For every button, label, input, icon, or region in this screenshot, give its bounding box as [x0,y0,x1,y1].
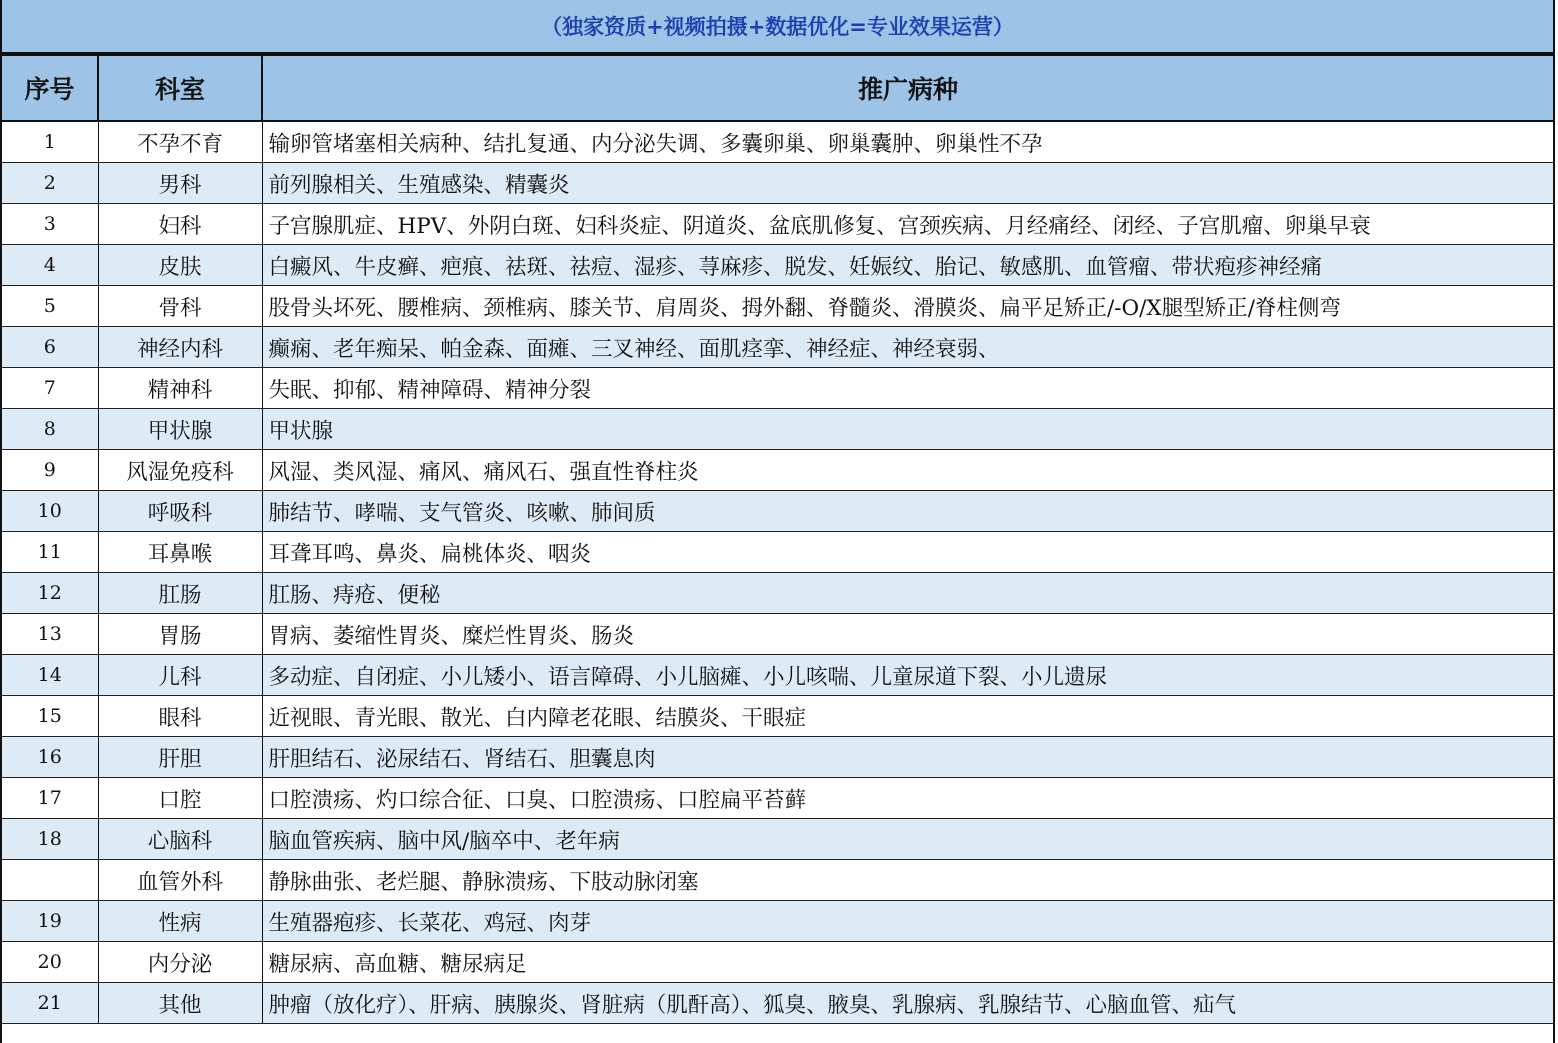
diseases-cell[interactable]: 脑血管疾病、脑中风/脑卒中、老年病 [262,819,1553,860]
department-cell[interactable]: 眼科 [98,696,262,737]
department-cell[interactable]: 心脑科 [98,819,262,860]
table-row [2,204,1553,245]
department-cell[interactable]: 肝胆 [98,737,262,778]
table-row [2,409,1553,450]
diseases-cell[interactable]: 肺结节、哮喘、支气管炎、咳嗽、肺间质 [262,491,1553,532]
department-cell[interactable]: 骨科 [98,286,262,327]
diseases-cell[interactable]: 输卵管堵塞相关病种、结扎复通、内分泌失调、多囊卵巢、卵巢囊肿、卵巢性不孕 [262,121,1553,163]
row-number-cell[interactable] [2,860,98,901]
table-row [2,655,1553,696]
table-row [2,368,1553,409]
department-cell[interactable]: 风湿免疫科 [98,450,262,491]
header-row [2,55,1553,121]
diseases-cell[interactable]: 胃病、萎缩性胃炎、糜烂性胃炎、肠炎 [262,614,1553,655]
department-cell[interactable]: 男科 [98,163,262,204]
department-cell[interactable]: 耳鼻喉 [98,532,262,573]
department-cell[interactable]: 其他 [98,983,262,1024]
row-number-cell[interactable]: 21 [2,983,98,1024]
diseases-cell[interactable]: 糖尿病、高血糖、糖尿病足 [262,942,1553,983]
table-row [2,573,1553,614]
diseases-cell[interactable]: 静脉曲张、老烂腿、静脉溃疡、下肢动脉闭塞 [262,860,1553,901]
diseases-cell[interactable]: 肛肠、痔疮、便秘 [262,573,1553,614]
department-cell[interactable]: 呼吸科 [98,491,262,532]
department-cell[interactable]: 胃肠 [98,614,262,655]
department-cell[interactable]: 皮肤 [98,245,262,286]
table-row [2,942,1553,983]
table-row [2,696,1553,737]
row-number-cell[interactable]: 2 [2,163,98,204]
table-row [2,327,1553,368]
row-number-cell[interactable]: 4 [2,245,98,286]
department-cell[interactable]: 血管外科 [98,860,262,901]
row-number-cell[interactable]: 5 [2,286,98,327]
diseases-cell[interactable]: 近视眼、青光眼、散光、白内障老花眼、结膜炎、干眼症 [262,696,1553,737]
table-row [2,983,1553,1024]
department-cell[interactable]: 精神科 [98,368,262,409]
row-number-cell[interactable]: 16 [2,737,98,778]
department-cell[interactable]: 甲状腺 [98,409,262,450]
row-number-cell[interactable]: 18 [2,819,98,860]
diseases-cell[interactable]: 股骨头坏死、腰椎病、颈椎病、膝关节、肩周炎、拇外翻、脊髓炎、滑膜炎、扁平足矫正/-O/X腿型矫正/脊柱侧弯 [262,286,1553,327]
row-number-cell[interactable]: 17 [2,778,98,819]
diseases-cell[interactable]: 甲状腺 [262,409,1553,450]
diseases-cell[interactable]: 癫痫、老年痴呆、帕金森、面瘫、三叉神经、面肌痉挛、神经症、神经衰弱、 [262,327,1553,368]
row-number-cell[interactable]: 6 [2,327,98,368]
diseases-cell[interactable]: 口腔溃疡、灼口综合征、口臭、口腔溃疡、口腔扁平苔藓 [262,778,1553,819]
table-row [2,614,1553,655]
row-number-cell[interactable]: 20 [2,942,98,983]
row-number-cell[interactable]: 10 [2,491,98,532]
row-number-cell[interactable]: 1 [2,121,98,163]
department-cell[interactable]: 性病 [98,901,262,942]
diseases-cell[interactable]: 子宫腺肌症、HPV、外阴白斑、妇科炎症、阴道炎、盆底肌修复、宫颈疾病、月经痛经、闭经、子宫肌瘤、卵巢早衰 [262,204,1553,245]
department-cell[interactable]: 神经内科 [98,327,262,368]
diseases-cell[interactable]: 多动症、自闭症、小儿矮小、语言障碍、小儿脑瘫、小儿咳喘、儿童尿道下裂、小儿遗尿 [262,655,1553,696]
table-row [2,860,1553,901]
header-diseases[interactable]: 推广病种 [262,55,1553,121]
row-number-cell[interactable]: 3 [2,204,98,245]
table-row [2,163,1553,204]
diseases-cell[interactable]: 肝胆结石、泌尿结石、肾结石、胆囊息肉 [262,737,1553,778]
diseases-cell[interactable]: 生殖器疱疹、长菜花、鸡冠、肉芽 [262,901,1553,942]
row-number-cell[interactable]: 15 [2,696,98,737]
table-body [2,121,1553,1024]
table-row [2,778,1553,819]
diseases-cell[interactable]: 耳聋耳鸣、鼻炎、扁桃体炎、咽炎 [262,532,1553,573]
department-cell[interactable]: 口腔 [98,778,262,819]
department-cell[interactable]: 儿科 [98,655,262,696]
table-row [2,450,1553,491]
table-row [2,532,1553,573]
diseases-cell[interactable]: 前列腺相关、生殖感染、精囊炎 [262,163,1553,204]
department-table [2,54,1553,1024]
row-number-cell[interactable]: 9 [2,450,98,491]
header-number[interactable]: 序号 [2,55,98,121]
row-number-cell[interactable]: 8 [2,409,98,450]
row-number-cell[interactable]: 7 [2,368,98,409]
table-row [2,491,1553,532]
header-department[interactable]: 科室 [98,55,262,121]
diseases-cell[interactable]: 风湿、类风湿、痛风、痛风石、强直性脊柱炎 [262,450,1553,491]
row-number-cell[interactable]: 13 [2,614,98,655]
department-cell[interactable]: 内分泌 [98,942,262,983]
table-row [2,819,1553,860]
row-number-cell[interactable]: 11 [2,532,98,573]
diseases-cell[interactable]: 肿瘤（放化疗）、肝病、胰腺炎、肾脏病（肌酐高）、狐臭、腋臭、乳腺病、乳腺结节、心脑血管、疝气 [262,983,1553,1024]
table-row [2,121,1553,163]
diseases-cell[interactable]: 失眠、抑郁、精神障碍、精神分裂 [262,368,1553,409]
table-row [2,737,1553,778]
table-row [2,245,1553,286]
row-number-cell[interactable]: 19 [2,901,98,942]
department-cell[interactable]: 肛肠 [98,573,262,614]
banner-title: （独家资质+视频拍摄+数据优化=专业效果运营） [2,0,1553,54]
department-cell[interactable]: 妇科 [98,204,262,245]
table-row [2,901,1553,942]
table-row [2,286,1553,327]
diseases-cell[interactable]: 白癜风、牛皮癣、疤痕、祛斑、祛痘、湿疹、荨麻疹、脱发、妊娠纹、胎记、敏感肌、血管瘤、带状疱疹神经痛 [262,245,1553,286]
row-number-cell[interactable]: 12 [2,573,98,614]
row-number-cell[interactable]: 14 [2,655,98,696]
department-cell[interactable]: 不孕不育 [98,121,262,163]
